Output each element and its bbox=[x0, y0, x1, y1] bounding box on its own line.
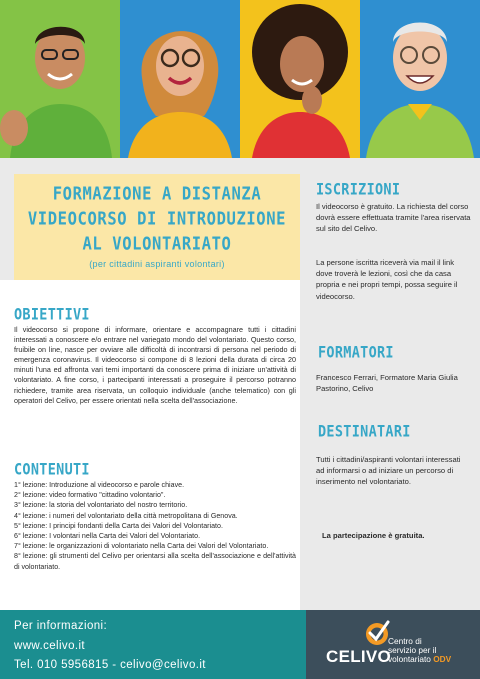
contenuti-heading: CONTENUTI bbox=[14, 460, 90, 480]
footer-info-label: Per informazioni: bbox=[14, 620, 108, 632]
contenuti-list bbox=[14, 480, 296, 572]
title-line-2: VIDEOCORSO DI INTRODUZIONE bbox=[27, 208, 287, 230]
obiettivi-heading: OBIETTIVI bbox=[14, 305, 90, 325]
logo-line-2: servizio per il bbox=[388, 645, 437, 655]
destinatari-note: La partecipazione è gratuita. bbox=[322, 531, 425, 540]
logo-odv: ODV bbox=[433, 654, 452, 664]
photo-curly-hair-woman bbox=[240, 0, 360, 158]
lesson-item-5: 5° lezione: I principi fondanti della Carta dei Valori del Volontariato. bbox=[14, 521, 223, 530]
celivo-logo bbox=[326, 620, 476, 670]
footer-contacts[interactable]: Tel. 010 5956815 - celivo@celivo.it bbox=[14, 659, 206, 671]
lesson-item-6: 6° lezione: I volontari nella Carta dei Valori del Volontariato. bbox=[14, 532, 201, 541]
footer-website-link[interactable]: www.celivo.it bbox=[14, 640, 86, 652]
destinatari-heading: DESTINATARI bbox=[318, 422, 411, 442]
formatori-heading: FORMATORI bbox=[318, 343, 394, 363]
iscrizioni-heading: ISCRIZIONI bbox=[316, 180, 401, 200]
lesson-item-4: 4° lezione: i numeri del volontariato della città metropolitana di Genova. bbox=[14, 511, 238, 520]
lesson-item-2: 2° lezione: video formativo "cittadino volontario". bbox=[14, 491, 166, 500]
lesson-item-8: 8° lezione: gli strumenti del Celivo per orientarsi alla scelta dell'associazione e dell'attività di volontariato. bbox=[14, 552, 296, 571]
lesson-item-1: 1° lezione: Introduzione al videocorso e parole chiave. bbox=[14, 481, 185, 489]
photo-woman-glasses bbox=[120, 0, 240, 158]
lesson-item-7: 7° lezione: le organizzazioni di volontariato nella Carta dei Valori del Volontariato. bbox=[14, 542, 269, 551]
iscrizioni-text-1: Il videocorso è gratuito. La richiesta del corso dovrà essere effettuata tramite l'area riservata sul sito del Celivo. bbox=[316, 202, 471, 234]
title-card bbox=[14, 174, 300, 280]
logo-line-3-text: volontariato bbox=[388, 654, 431, 664]
formatori-text: Francesco Ferrari, Formatore Maria Giulia Pastorino, Celivo bbox=[316, 373, 458, 394]
celivo-logo-icon bbox=[364, 620, 390, 648]
destinatari-text: Tutti i cittadini/aspiranti volontari interessati ad informarsi o ad iniziare un percorso di inserimento nel volontariato. bbox=[316, 455, 461, 487]
title-line-1: FORMAZIONE A DISTANZA bbox=[52, 183, 262, 205]
logo-line-3 bbox=[388, 655, 451, 664]
photo-older-man bbox=[360, 0, 480, 158]
hero-photo-strip bbox=[0, 0, 480, 158]
lesson-item-3: 3° lezione: la storia del volontariato del nostro territorio. bbox=[14, 501, 188, 510]
title-subtitle: (per cittadini aspiranti volontari) bbox=[89, 259, 225, 269]
iscrizioni-text-2: La persone iscritta riceverà via mail il link dove troverà le lezioni, così che da casa propria e nei propri tempi, possa seguire il videocorso. bbox=[316, 258, 458, 301]
logo-line-1: Centro di bbox=[388, 636, 422, 646]
title-line-3: AL VOLONTARIATO bbox=[82, 233, 232, 255]
photo-smiling-man bbox=[0, 0, 120, 158]
celivo-logo-wordmark: CELIVO bbox=[326, 647, 392, 666]
obiettivi-text: Il videocorso si propone di informare, orientare e accompagnare tutti i cittadini interessati a conoscere e/o entrare nel variegato mondo del volontariato. Questo corso, fruibile on line, nasce per ovviare alle difficoltà di incontrarsi di persona nel periodo di emergenza coronavirus. Il videocorso si compone di 8 lezioni della durata di circa 20 minuti l'una ed affronta vari temi importanti da conoscere prima di iniziare un'attività di volontariato. A fine corso, i partecipanti interessati a proseguire il percorso potranno richiedere, tramite area riservata, un colloquio individuale (anche telematico) con gli operatori del Celivo, per essere orientati nella scelta dell'associazione. bbox=[14, 325, 296, 405]
